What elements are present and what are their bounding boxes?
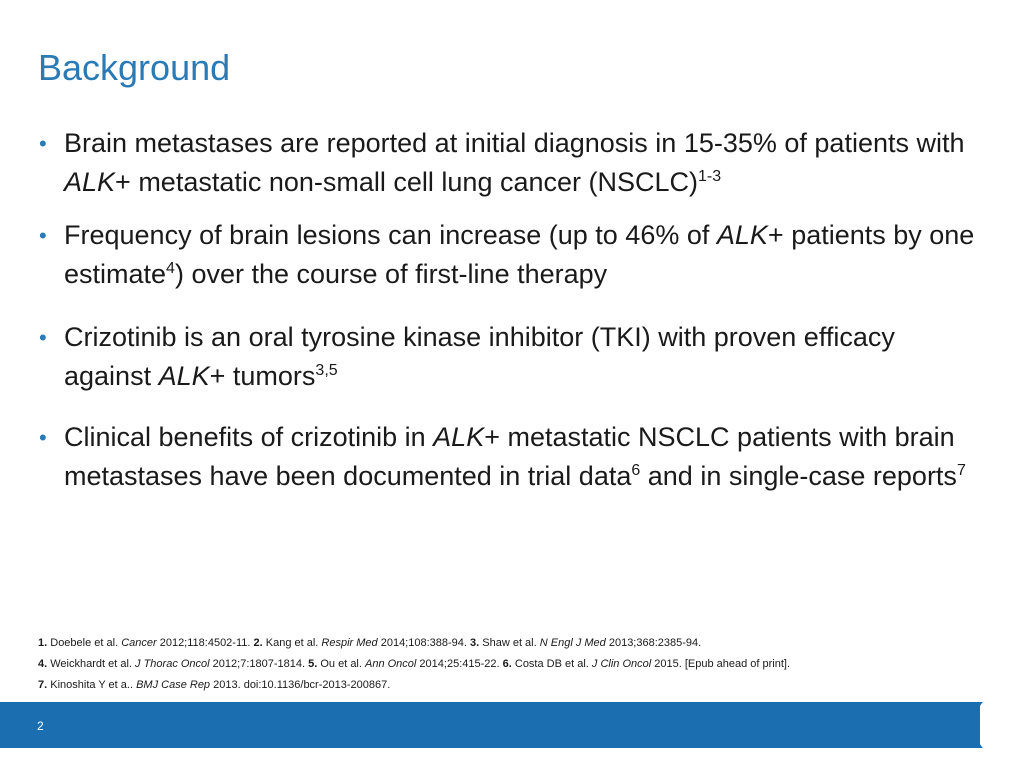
reference-number: 4. [38, 658, 48, 670]
bullet-text: Brain metastases are reported at initial diagnosis in 15-35% of patients with [64, 128, 965, 158]
gene-name: ALK [433, 422, 485, 452]
reference-line [38, 675, 988, 696]
bullet-item-brain-metastases [38, 124, 988, 202]
reference-detail: 2014;108:388-94. [377, 637, 471, 649]
reference-journal: J Thorac Oncol [135, 658, 210, 670]
reference-journal: N Engl J Med [539, 637, 606, 649]
reference-journal: BMJ Case Rep [136, 679, 211, 691]
reference-author: Weickhardt et al. [47, 658, 136, 670]
gene-name: ALK [158, 361, 210, 391]
bullet-marker-icon: • [39, 325, 47, 350]
reference-number: 3. [470, 637, 480, 649]
bullet-text: Crizotinib is an oral tyrosine kinase inhibitor (TKI) with proven efficacy against [64, 322, 895, 391]
reference-detail: 2014;25:415-22. [416, 658, 503, 670]
footer-bar [0, 702, 980, 748]
citation-superscript: 1-3 [698, 168, 722, 185]
reference-author: Doebele et al. [47, 637, 122, 649]
bullet-text: and in single-case reports [640, 461, 957, 491]
reference-detail: 2013;368:2385-94. [605, 637, 702, 649]
bullet-text: + patients by one estimate [64, 220, 975, 289]
reference-detail: 2013. doi:10.1136/bcr-2013-200867. [210, 679, 391, 691]
reference-number: 2. [253, 637, 263, 649]
bullet-marker-icon: • [39, 425, 47, 450]
bullet-text: ) over the course of first-line therapy [174, 259, 608, 289]
reference-author: Ou et al. [317, 658, 365, 670]
slide-title: Background [38, 47, 231, 88]
page-number: 2 [37, 719, 44, 733]
footer-curve-decoration [955, 702, 1024, 748]
reference-number: 5. [308, 658, 318, 670]
references [38, 633, 988, 696]
gene-name: ALK [716, 220, 768, 250]
citation-superscript: 7 [956, 462, 966, 479]
bullet-text: + metastatic NSCLC patients with brain metastases have been documented in trial data [64, 422, 955, 491]
bullet-text: Frequency of brain lesions can increase (up to 46% of [64, 220, 717, 250]
reference-journal: Ann Oncol [365, 658, 417, 670]
gene-name: ALK [64, 167, 116, 197]
bullet-text: + metastatic non-small cell lung cancer (NSCLC) [115, 167, 699, 197]
citation-superscript: 3,5 [315, 362, 338, 379]
reference-number: 6. [502, 658, 512, 670]
reference-line [38, 633, 988, 654]
reference-detail: 2015. [Epub ahead of print]. [651, 658, 791, 670]
reference-detail: 2012;7:1807-1814. [209, 658, 309, 670]
bullet-item-clinical-benefits [38, 418, 988, 496]
bullet-text: Clinical benefits of crizotinib in [64, 422, 434, 452]
reference-journal: Cancer [121, 637, 157, 649]
reference-detail: 2012;118:4502-11. [156, 637, 254, 649]
bullet-marker-icon: • [39, 223, 47, 248]
reference-author: Kinoshita Y et a.. [47, 679, 137, 691]
reference-number: 7. [38, 679, 48, 691]
citation-superscript: 6 [631, 462, 641, 479]
bullet-item-frequency [38, 216, 988, 294]
bullet-text: + tumors [209, 361, 316, 391]
reference-line [38, 654, 988, 675]
citation-superscript: 4 [166, 260, 175, 277]
reference-author: Shaw et al. [479, 637, 540, 649]
reference-journal: J Clin Oncol [591, 658, 652, 670]
bullet-marker-icon: • [39, 131, 47, 156]
reference-author: Costa DB et al. [511, 658, 592, 670]
bullet-item-crizotinib [38, 318, 988, 396]
reference-number: 1. [38, 637, 48, 649]
reference-author: Kang et al. [262, 637, 322, 649]
bullet-list [38, 124, 988, 496]
reference-journal: Respir Med [321, 637, 378, 649]
